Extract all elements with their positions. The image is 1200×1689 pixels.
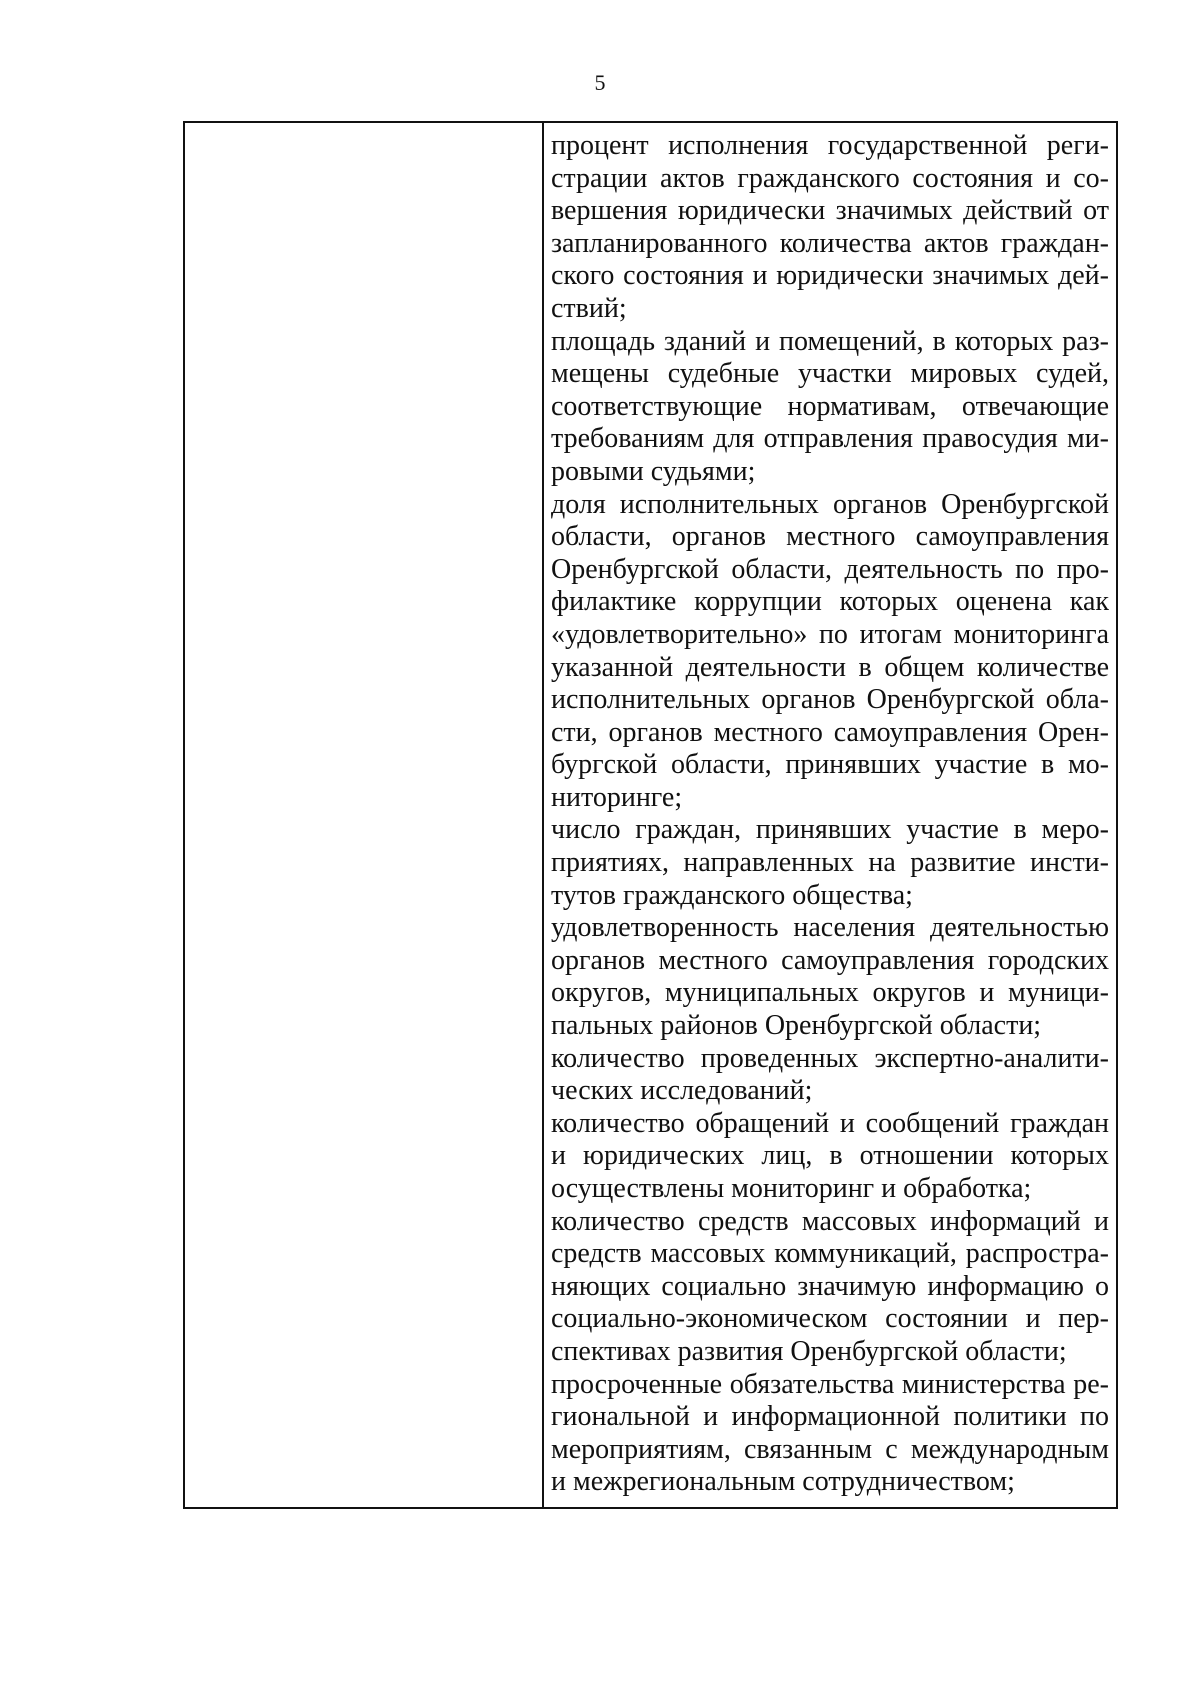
indicator-item: число граждан, принявших участие в мероприятиях, направленных на развитие институтов гражданского общества; [551, 814, 1109, 911]
indicator-item: количество средств массовых информаций и средств массовых коммуникаций, распространяющих социально значимую информацию о социально-экономическом состоянии и перспективах развития Оренбургской области; [551, 1205, 1109, 1367]
indicators-table [183, 121, 1118, 1509]
indicator-item: количество обращений и сообщений граждан и юридических лиц, в отношении которых осуществлены мониторинг и обработка; [551, 1107, 1109, 1204]
indicator-item: процент исполнения государственной регистрации актов гражданского состояния и совершения юридически значимых действий от запланированного количества актов гражданского состояния и юридически значимых действий; [551, 130, 1109, 324]
page-number: 5 [594, 70, 606, 95]
table-right-cell [544, 123, 1116, 1507]
indicator-item: площадь зданий и помещений, в которых размещены судебные участки мировых судей, соответствующие нормативам, отвечающие требованиям для отправления правосудия мировыми судьями; [551, 325, 1109, 487]
indicator-item: доля исполнительных органов Оренбургской области, органов местного самоуправления Оренбургской области, деятельность по профилактике коррупции которых оценена как «удовлетворительно» по итогам мониторинга указанной деятельности в общем количестве исполнительных органов Оренбургской области, органов местного самоуправления Оренбургской области, принявших участие в мониторинге; [551, 488, 1109, 813]
indicator-item: удовлетворенность населения деятельностью органов местного самоуправления городских округов, муниципальных округов и муниципальных районов Оренбургской области; [551, 912, 1109, 1042]
indicator-item: просроченные обязательства министерства региональной и информационной политики по мероприятиям, связанным с международным и межрегиональным сотрудничеством; [551, 1368, 1109, 1498]
indicator-item: количество проведенных экспертно-аналитических исследований; [551, 1042, 1109, 1107]
table-left-cell [185, 123, 544, 1507]
